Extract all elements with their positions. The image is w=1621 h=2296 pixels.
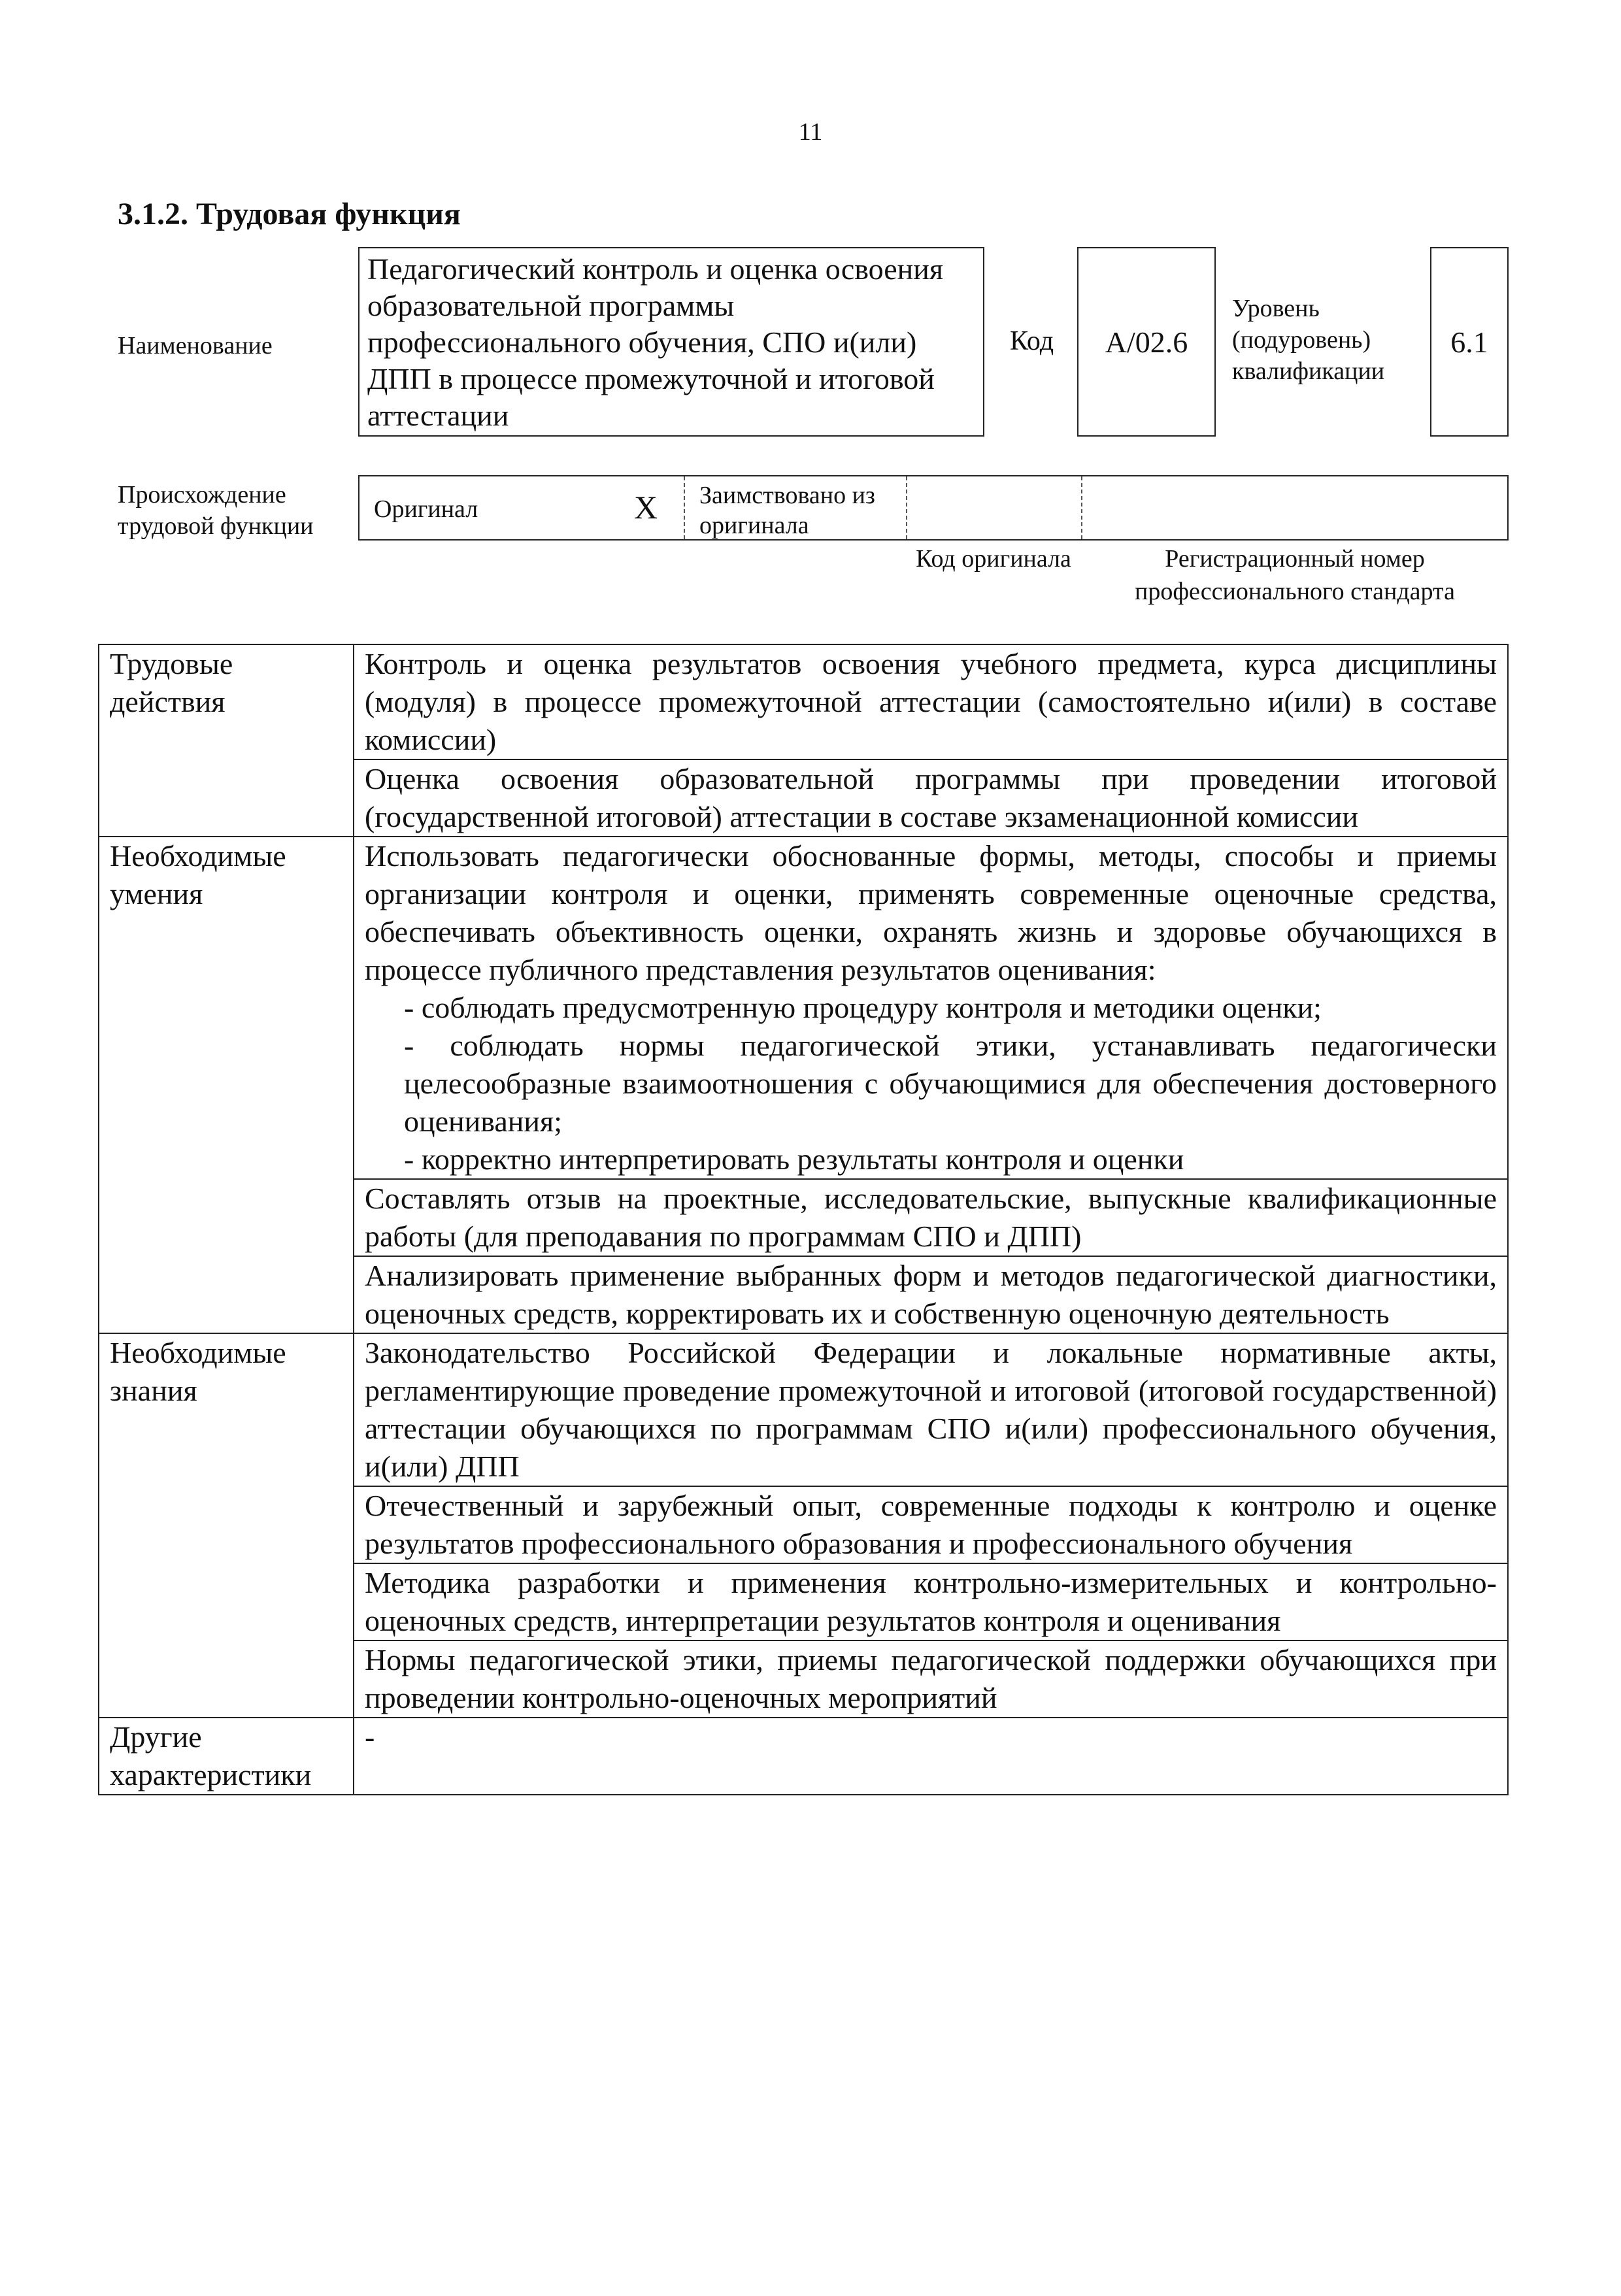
function-table <box>98 644 1509 1795</box>
skill-sub-item: - корректно интерпретировать результаты контроля и оценки <box>404 1142 1184 1176</box>
name-value: Педагогический контроль и оценка освоения образовательной программы профессионального обучения, СПО и(или) ДПП в процессе промежуточной и итоговой аттестации <box>358 247 984 437</box>
borrowed-label: Заимствовано из оригинала <box>699 482 875 539</box>
name-label: Наименование <box>118 332 273 359</box>
section-title: 3.1.2. Трудовая функция <box>118 197 461 231</box>
skill-sub-list <box>365 989 1497 1178</box>
origin-original-cell <box>359 476 685 539</box>
labor-action-item: Контроль и оценка результатов освоения учебного предмета, курса дисциплины (модуля) в процессе промежуточной аттестации (самостоятельно и(или) в составе комиссии) <box>354 644 1508 759</box>
origin-label: Происхождение трудовой функции <box>118 481 314 540</box>
knowledge-item: Отечественный и зарубежный опыт, современные подходы к контролю и оценке результатов профессионального образования и профессионального обучения <box>354 1486 1508 1563</box>
other-value: - <box>354 1718 1508 1795</box>
origin-code-cell <box>907 476 1082 539</box>
knowledge-item: Методика разработки и применения контрольно-измерительных и контрольно-оценочных средств, интерпретации результатов контроля и оценивания <box>354 1563 1508 1640</box>
table-row <box>99 1718 1508 1795</box>
origin-row <box>358 475 1509 541</box>
code-label: Код <box>1010 326 1054 356</box>
skill-sub-item: - соблюдать нормы педагогической этики, устанавливать педагогически целесообразные взаимоотношения с обучающимися для обеспечения достоверного оценивания; <box>404 1029 1497 1138</box>
level-value: 6.1 <box>1430 247 1509 437</box>
original-label: Оригинал <box>374 495 478 523</box>
labor-actions-label: Трудовые действия <box>99 644 354 837</box>
original-mark: Х <box>634 489 658 525</box>
skills-label: Необходимые умения <box>99 837 354 1333</box>
code-value: А/02.6 <box>1077 247 1216 437</box>
labor-action-item: Оценка освоения образовательной программы при проведении итоговой (государственной итоговой) аттестации в составе экзаменационной комиссии <box>354 759 1508 837</box>
table-row <box>99 644 1508 759</box>
page-number: 11 <box>798 118 823 146</box>
knowledge-item: Законодательство Российской Федерации и локальные нормативные акты, регламентирующие проведение промежуточной и итоговой (итоговой государственной) аттестации обучающихся по программам СПО и(или) профессионального обучения, и(или) ДПП <box>354 1333 1508 1486</box>
knowledge-label: Необходимые знания <box>99 1333 354 1718</box>
skill-sub-item: - соблюдать предусмотренную процедуру контроля и методики оценки; <box>404 991 1322 1024</box>
origin-reg-number-cell <box>1082 476 1507 539</box>
origin-borrowed-cell <box>685 476 907 539</box>
other-label: Другие характеристики <box>99 1718 354 1795</box>
code-original-caption: Код оригинала <box>916 545 1071 573</box>
knowledge-item: Нормы педагогической этики, приемы педагогической поддержки обучающихся при проведении контрольно-оценочных мероприятий <box>354 1640 1508 1718</box>
skill-item <box>354 837 1508 1179</box>
skill-item: Составлять отзыв на проектные, исследовательские, выпускные квалификационные работы (для преподавания по программам СПО и ДПП) <box>354 1179 1508 1256</box>
table-row <box>99 837 1508 1179</box>
skill-item: Анализировать применение выбранных форм и методов педагогической диагностики, оценочных средств, корректировать их и собственную оценочную деятельность <box>354 1256 1508 1333</box>
skill-intro: Использовать педагогически обоснованные формы, методы, способы и приемы организации контроля и оценки, применять современные оценочные средства, обеспечивать объективность оценки, охранять жизнь и здоровье обучающихся в процессе публичного представления результатов оценивания: <box>365 839 1497 986</box>
table-row <box>99 1333 1508 1486</box>
reg-number-caption: Регистрационный номер профессионального стандарта <box>1135 545 1455 605</box>
level-label: Уровень (подуровень) квалификации <box>1232 295 1385 385</box>
